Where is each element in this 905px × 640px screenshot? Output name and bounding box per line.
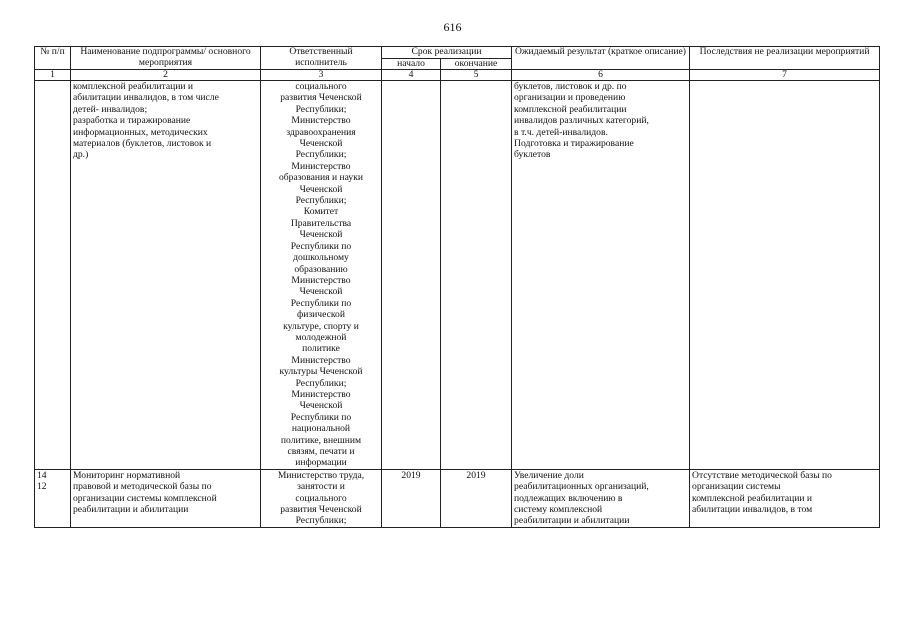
row-end [441,81,512,470]
header-num: № п/п [35,47,71,70]
row-consequences: Отсутствие методической базы по организации системы комплексной реабилитации и абилитации инвалидов, в том [690,469,880,527]
row-name: Мониторинг нормативной правовой и методической базы по организации системы комплексной реабилитации и абилитации [71,469,261,527]
row-responsible: Министерство труда, занятости и социального развития Чеченской Республики; [261,469,382,527]
header-start: начало [382,58,441,70]
row-num: 14 12 [35,469,71,527]
row-end: 2019 [441,469,512,527]
row-expected: буклетов, листовок и др. по организации и проведению комплексной реабилитации инвалидов различных категорий, в т.ч. детей-инвалидов. Подготовка и тиражирование буклетов [512,81,690,470]
row-start [382,81,441,470]
column-number-row [35,70,880,81]
header-period: Срок реализации [382,47,512,59]
row-start: 2019 [382,469,441,527]
row-expected: Увеличение доли реабилитационных организаций, подлежащих включению в систему комплексной реабилитации и абилитации [512,469,690,527]
table-row [35,81,880,470]
header-name: Наименование подпрограммы/ основного мероприятия [71,47,261,70]
row-num [35,81,71,470]
program-table [34,46,880,528]
header-expected: Ожидаемый результат (краткое описание) [512,47,690,70]
row-responsible: социального развития Чеченской Республики; Министерство здравоохранения Чеченской Республики; Министерство образования и науки Чеченской Республики; Комитет Правительства Чеченской Республики по дошкольному образованию Министерство Чеченской Республики по физической культуре, спорту и молодежной политике Министерство культуры Чеченской Республики; Министерство Чеченской Республики по национальной политике, внешним связям, печати и информации [261,81,382,470]
header-end: окончание [441,58,512,70]
table-row [35,469,880,527]
row-name: комплексной реабилитации и абилитации инвалидов, в том числе детей- инвалидов; разработка и тиражирование информационных, методических материалов (буклетов, листовок и др.) [71,81,261,470]
column-number: 6 [512,70,690,81]
header-consequences: Последствия не реализации мероприятий [690,47,880,70]
header-responsible: Ответственный исполнитель [261,47,382,70]
column-number: 7 [690,70,880,81]
table-header-row [35,47,880,59]
column-number: 5 [441,70,512,81]
page-number: 616 [443,20,462,34]
column-number: 4 [382,70,441,81]
column-number: 3 [261,70,382,81]
column-number: 2 [71,70,261,81]
column-number: 1 [35,70,71,81]
row-consequences [690,81,880,470]
